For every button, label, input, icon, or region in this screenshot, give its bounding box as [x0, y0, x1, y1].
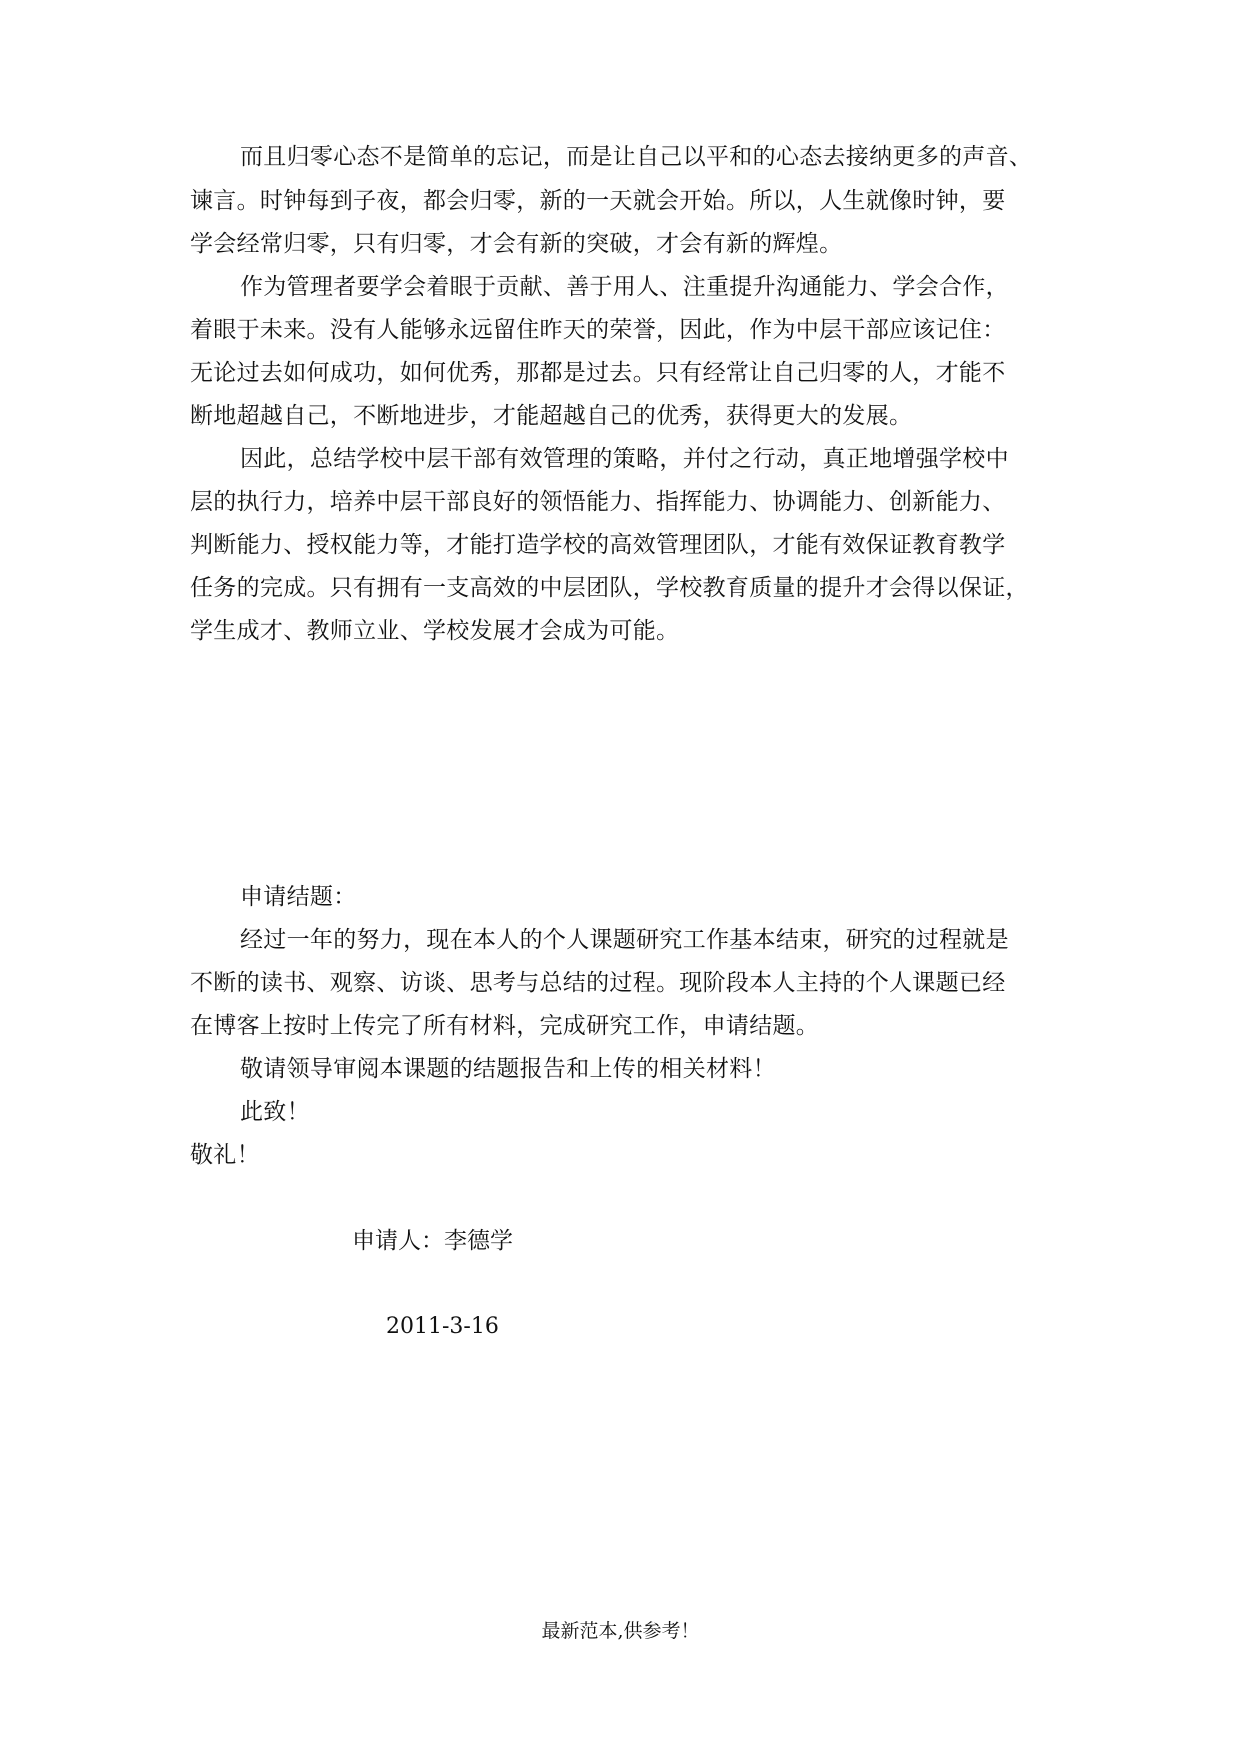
application-paragraph-line-2: 不断的读书、观察、访谈、思考与总结的过程。现阶段本人主持的个人课题已经 [190, 970, 1006, 996]
paragraph-3-line-2: 层的执行力，培养中层干部良好的领悟能力、指挥能力、协调能力、创新能力、 [190, 489, 1006, 515]
signature-applicant: 申请人：李德学 [352, 1228, 513, 1254]
paragraph-3-line-1: 因此，总结学校中层干部有效管理的策略，并付之行动，真正地增强学校中 [240, 446, 1009, 472]
paragraph-3-line-4: 任务的完成。只有拥有一支高效的中层团队，学校教育质量的提升才会得以保证， [190, 575, 1029, 601]
page-footer: 最新范本,供参考！ [541, 1620, 700, 1642]
paragraph-1-line-3: 学会经常归零，只有归零，才会有新的突破，才会有新的辉煌。 [190, 231, 843, 257]
paragraph-3-line-3: 判断能力、授权能力等，才能打造学校的高效管理团队，才能有效保证教育教学 [190, 532, 1006, 558]
paragraph-1-line-2: 谏言。时钟每到子夜，都会归零，新的一天就会开始。所以，人生就像时钟，要 [190, 188, 1006, 214]
application-paragraph-line-3: 在博客上按时上传完了所有材料，完成研究工作，申请结题。 [190, 1013, 820, 1039]
application-heading: 申请结题： [240, 884, 357, 910]
paragraph-1-line-1: 而且归零心态不是简单的忘记，而是让自己以平和的心态去接纳更多的声音、 [240, 144, 1033, 170]
application-paragraph-line-1: 经过一年的努力，现在本人的个人课题研究工作基本结束，研究的过程就是 [240, 927, 1009, 953]
application-request: 敬请领导审阅本课题的结题报告和上传的相关材料！ [240, 1056, 776, 1082]
closing-salutation-1: 此致！ [240, 1099, 310, 1125]
paragraph-2-line-3: 无论过去如何成功，如何优秀，那都是过去。只有经常让自己归零的人，才能不 [190, 360, 1006, 386]
signature-date: 2011-3-16 [386, 1314, 499, 1339]
closing-salutation-2: 敬礼！ [190, 1142, 260, 1168]
paragraph-2-line-1: 作为管理者要学会着眼于贡献、善于用人、注重提升沟通能力、学会合作， [240, 274, 1009, 300]
paragraph-2-line-4: 断地超越自己，不断地进步，才能超越自己的优秀，获得更大的发展。 [190, 403, 913, 429]
paragraph-2-line-2: 着眼于未来。没有人能够永远留住昨天的荣誉，因此，作为中层干部应该记住： [190, 317, 1006, 343]
paragraph-3-line-5: 学生成才、教师立业、学校发展才会成为可能。 [190, 618, 680, 644]
